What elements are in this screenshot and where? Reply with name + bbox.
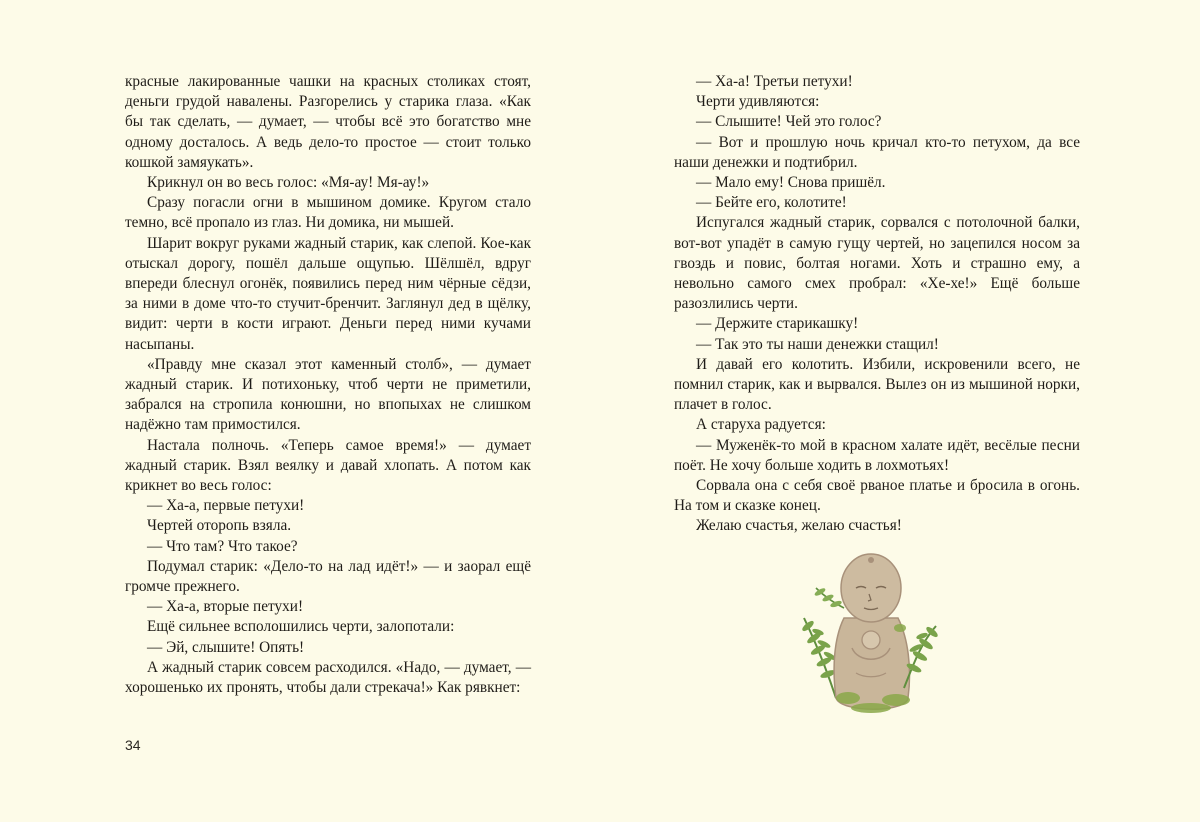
stone-jizo-statue-icon [796,548,946,723]
paragraph: — Муженёк-то мой в красном халате идёт, весёлые песни поёт. Не хочу больше ходить в лохмотьях! [674,436,1080,474]
paragraph: красные лакированные чашки на красных столиках стоят, деньги грудой навалены. Разгорелись у старика глаза. «Как бы так сделать, — думает, — чтобы всё это богатство мне одному досталось. А ведь дело-то простое — стоит только кошкой замяукать». [125,73,531,171]
paragraph: — Держите старикашку! [696,315,859,333]
paragraph: — Ха-а! Третьи петухи! [696,73,853,90]
paragraph: Сорвала она с себя своё рваное платье и бросила в огонь. На том и сказке конец. [674,477,1080,515]
paragraph: Настала полночь. «Теперь самое время!» — думает жадный старик. Взял веялку и давай хлопать. А потом как крикнет во весь голос: [125,436,531,495]
right-page-text [674,72,1080,537]
paragraph: И давай его колотить. Избили, искровенили всего, не помнил старик, как и вырвался. Вылез он из мышиной норки, плачет в голос. [674,355,1080,414]
paragraph: Крикнул он во весь голос: «Мя-ау! Мя-ау!» [147,174,430,192]
paragraph: А старуха радуется: [696,416,826,434]
paragraph: — Что там? Что такое? [147,537,298,555]
paragraph: — Бейте его, колотите! [696,194,847,212]
paragraph: — Так это ты наши денежки стащил! [696,335,939,353]
paragraph: Сразу погасли огни в мышином домике. Кругом стало темно, всё пропало из глаз. Ни домика, ни мышей. [125,194,531,232]
paragraph: — Ха-а, вторые петухи! [147,598,304,616]
paragraph: Черти удивляются: [696,93,820,111]
paragraph: — Эй, слышите! Опять! [147,638,305,656]
paragraph: Чертей оторопь взяла. [147,517,292,535]
paragraph: Желаю счастья, желаю счастья! [696,517,902,535]
paragraph: А жадный старик совсем расходился. «Надо, — думает, — хорошенько их пронять, чтобы дали стрекача!» Как рявкнет: [125,658,531,697]
page-number: 34 [125,737,141,753]
paragraph: Испугался жадный старик, сорвался с потолочной балки, вот-вот упадёт в самую гущу чертей, но зацепился носом за гвоздь и повис, болтая ногами. Хоть и страшно ему, а невольно самого смех пробрал: «Хе-хе!» Ещё больше разозлились черти. [674,214,1080,313]
left-page-text [125,72,531,698]
paragraph: Подумал старик: «Дело-то на лад идёт!» — и заорал ещё громче прежнего. [125,557,531,596]
paragraph: «Правду мне сказал этот каменный столб», — думает жадный старик. И потихоньку, чтоб черти не приметили, забрался на стропила конюшни, но впопыхах не слишком надёжно там примостился. [125,355,531,434]
paragraph: Ещё сильнее всполошились черти, залопотали: [147,618,455,636]
paragraph: — Ха-а, первые петухи! [147,497,305,515]
paragraph: — Мало ему! Снова пришёл. [696,174,886,192]
paragraph: — Слышите! Чей это голос? [696,113,882,131]
paragraph: — Вот и прошлую ночь кричал кто-то петухом, да все наши денежки и подтибрил. [674,133,1080,171]
paragraph: Шарит вокруг руками жадный старик, как слепой. Кое-как отыскал дорогу, пошёл дальше ощупью. Шёлшёл, вдруг впереди блеснул огонёк, появились перед ним чёрные сёдзи, за ними в доме что-то стучит-бренчит. Заглянул дед в щёлку, видит: черти в кости играют. Деньги перед ними кучами насыпаны. [125,234,531,353]
